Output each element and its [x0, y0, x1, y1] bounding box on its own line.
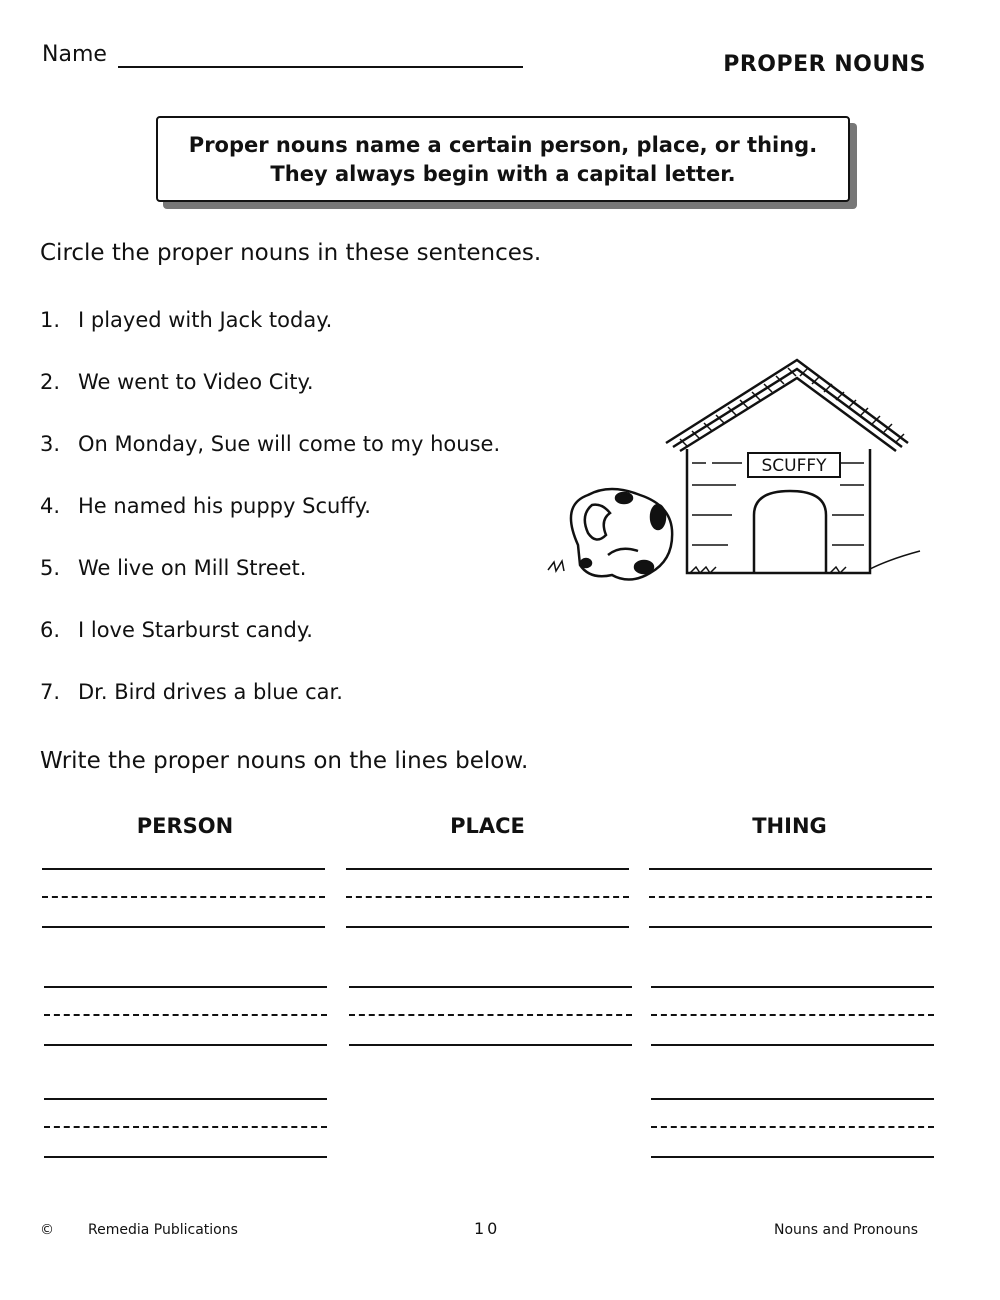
list-item [40, 556, 500, 618]
sentence-number: 7. [40, 680, 61, 704]
place-write-line[interactable] [349, 986, 632, 1048]
rule-line-1: Proper nouns name a certain person, place, or thing. [188, 133, 818, 157]
page-number: 10 [474, 1219, 501, 1238]
name-write-line[interactable] [118, 66, 523, 68]
sentence-number: 6. [40, 618, 61, 642]
footer-publisher: Remedia Publications [88, 1222, 238, 1238]
list-item [40, 432, 500, 494]
rule-line-2: They always begin with a capital letter. [270, 162, 736, 186]
sentence-number: 5. [40, 556, 61, 580]
list-item [40, 618, 500, 680]
person-write-line[interactable] [44, 1098, 327, 1160]
circle-instructions: Circle the proper nouns in these sentences. [40, 240, 542, 266]
column-header-thing: THING [752, 814, 827, 838]
thing-write-line[interactable] [651, 1098, 934, 1160]
list-item [40, 370, 500, 432]
copyright-symbol: © [40, 1222, 54, 1238]
list-item [40, 308, 500, 370]
worksheet-topic: PROPER NOUNS [723, 52, 926, 77]
footer-book-title: Nouns and Pronouns [773, 1222, 918, 1238]
thing-write-line[interactable] [649, 868, 932, 930]
sentence-number: 3. [40, 432, 61, 456]
sentence-text[interactable]: Dr. Bird drives a blue car. [78, 680, 343, 704]
sentence-text[interactable]: He named his puppy Scuffy. [78, 494, 371, 518]
sentence-text[interactable]: On Monday, Sue will come to my house. [78, 432, 501, 456]
column-header-place: PLACE [450, 814, 525, 838]
sentence-number: 1. [40, 308, 61, 332]
name-label: Name [42, 42, 107, 67]
doghouse-illustration [540, 355, 930, 595]
list-item [40, 680, 500, 742]
sentence-text[interactable]: I played with Jack today. [78, 308, 333, 332]
sentence-text[interactable]: We live on Mill Street. [78, 556, 307, 580]
doghouse-sign-text: SCUFFY [761, 456, 827, 476]
dog-icon [571, 489, 672, 580]
thing-write-line[interactable] [651, 986, 934, 1048]
column-header-person: PERSON [136, 814, 234, 838]
sentence-text[interactable]: We went to Video City. [78, 370, 314, 394]
place-write-line[interactable] [346, 868, 629, 930]
doghouse-roof [666, 360, 908, 451]
sentence-list [40, 308, 500, 742]
sentence-text[interactable]: I love Starburst candy. [78, 618, 313, 642]
sentence-number: 2. [40, 370, 61, 394]
person-write-line[interactable] [42, 868, 325, 930]
rule-box [156, 116, 850, 202]
list-item [40, 494, 500, 556]
write-instructions: Write the proper nouns on the lines below. [40, 748, 529, 774]
person-write-line[interactable] [44, 986, 327, 1048]
sentence-number: 4. [40, 494, 61, 518]
